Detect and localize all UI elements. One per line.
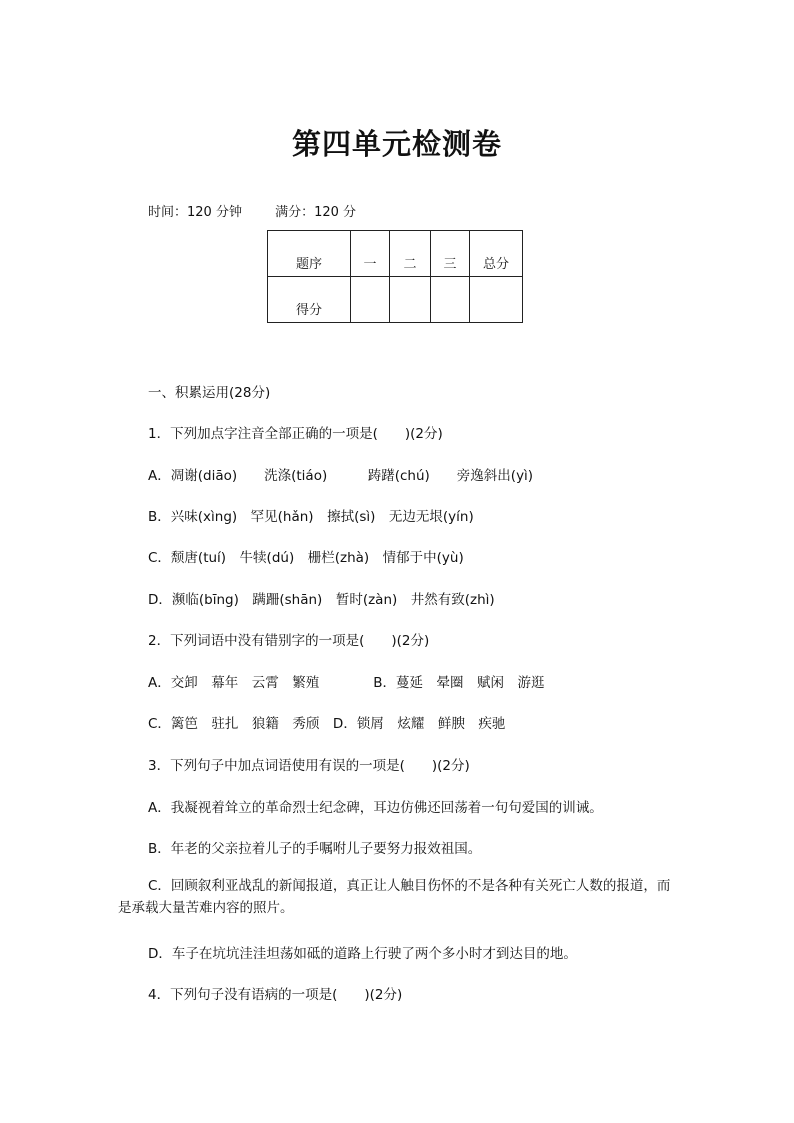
header-cell-two: 二 xyxy=(390,231,431,277)
question-3-option-c: C．回顾叙利亚战乱的新闻报道，真正让人触目伤怀的不是各种有关死亡人数的报道，而是承载大量苦难内容的照片。 xyxy=(118,878,671,916)
question-3-stem: 3．下列句子中加点词语使用有误的一项是( )(2分) xyxy=(148,758,470,774)
question-1-option-c: C．颓唐(tuí) 牛犊(dú) 栅栏(zhà) 情郁于中(yù) xyxy=(148,550,464,566)
question-1-stem: 1．下列加点字注音全部正确的一项是( )(2分) xyxy=(148,426,443,442)
question-2-options-cd: C．篱笆 驻扎 狼籍 秀颀 D．锁屑 炫耀 鲜腴 疾驰 xyxy=(148,716,506,732)
row-label-score: 得分 xyxy=(268,277,351,323)
question-2-stem: 2．下列词语中没有错别字的一项是( )(2分) xyxy=(148,633,430,649)
section-heading: 一、积累运用(28分) xyxy=(148,385,271,401)
score-cell-one[interactable] xyxy=(351,277,390,323)
question-3-option-a: A．我凝视着耸立的革命烈士纪念碑，耳边仿佛还回荡着一句句爱国的训诫。 xyxy=(148,800,603,816)
header-cell-three: 三 xyxy=(431,231,470,277)
page-title: 第四单元检测卷 xyxy=(291,127,502,161)
score-table xyxy=(267,230,523,323)
score-unit: 分 xyxy=(343,205,357,220)
question-3-option-d: D．车子在坑坑洼洼坦荡如砥的道路上行驶了两个多小时才到达目的地。 xyxy=(148,946,577,962)
score-table-score-row xyxy=(268,277,523,323)
header-cell-order: 题序 xyxy=(268,231,351,277)
score-label: 满分： xyxy=(275,205,315,220)
time-value: 120 xyxy=(187,205,212,220)
question-4-stem: 4．下列句子没有语病的一项是( )(2分) xyxy=(148,987,403,1003)
time-label: 时间： xyxy=(148,205,188,220)
question-2-options-ab: A．交卸 幕年 云霄 繁殖 B．蔓延 晕圈 赋闲 游逛 xyxy=(148,675,545,691)
exam-meta xyxy=(148,201,356,220)
score-table-header-row xyxy=(268,231,523,277)
score-cell-total[interactable] xyxy=(470,277,523,323)
score-cell-two[interactable] xyxy=(390,277,431,323)
header-cell-total: 总分 xyxy=(470,231,523,277)
header-cell-one: 一 xyxy=(351,231,390,277)
question-1-option-d: D．濒临(bīng) 蹒跚(shān) 暂时(zàn) 井然有致(zhì) xyxy=(148,592,495,608)
score-cell-three[interactable] xyxy=(431,277,470,323)
time-unit: 分钟 xyxy=(215,205,242,220)
question-1-option-a: A．凋谢(diāo) 洗涤(tiáo) 踌躇(chú) 旁逸斜出(yì) xyxy=(148,468,534,484)
question-1-option-b: B．兴味(xìng) 罕见(hǎn) 擦拭(sì) 无边无垠(yín) xyxy=(148,509,474,525)
score-value: 120 xyxy=(314,205,339,220)
question-3-option-b: B．年老的父亲拉着儿子的手嘱咐儿子要努力报效祖国。 xyxy=(148,841,482,857)
